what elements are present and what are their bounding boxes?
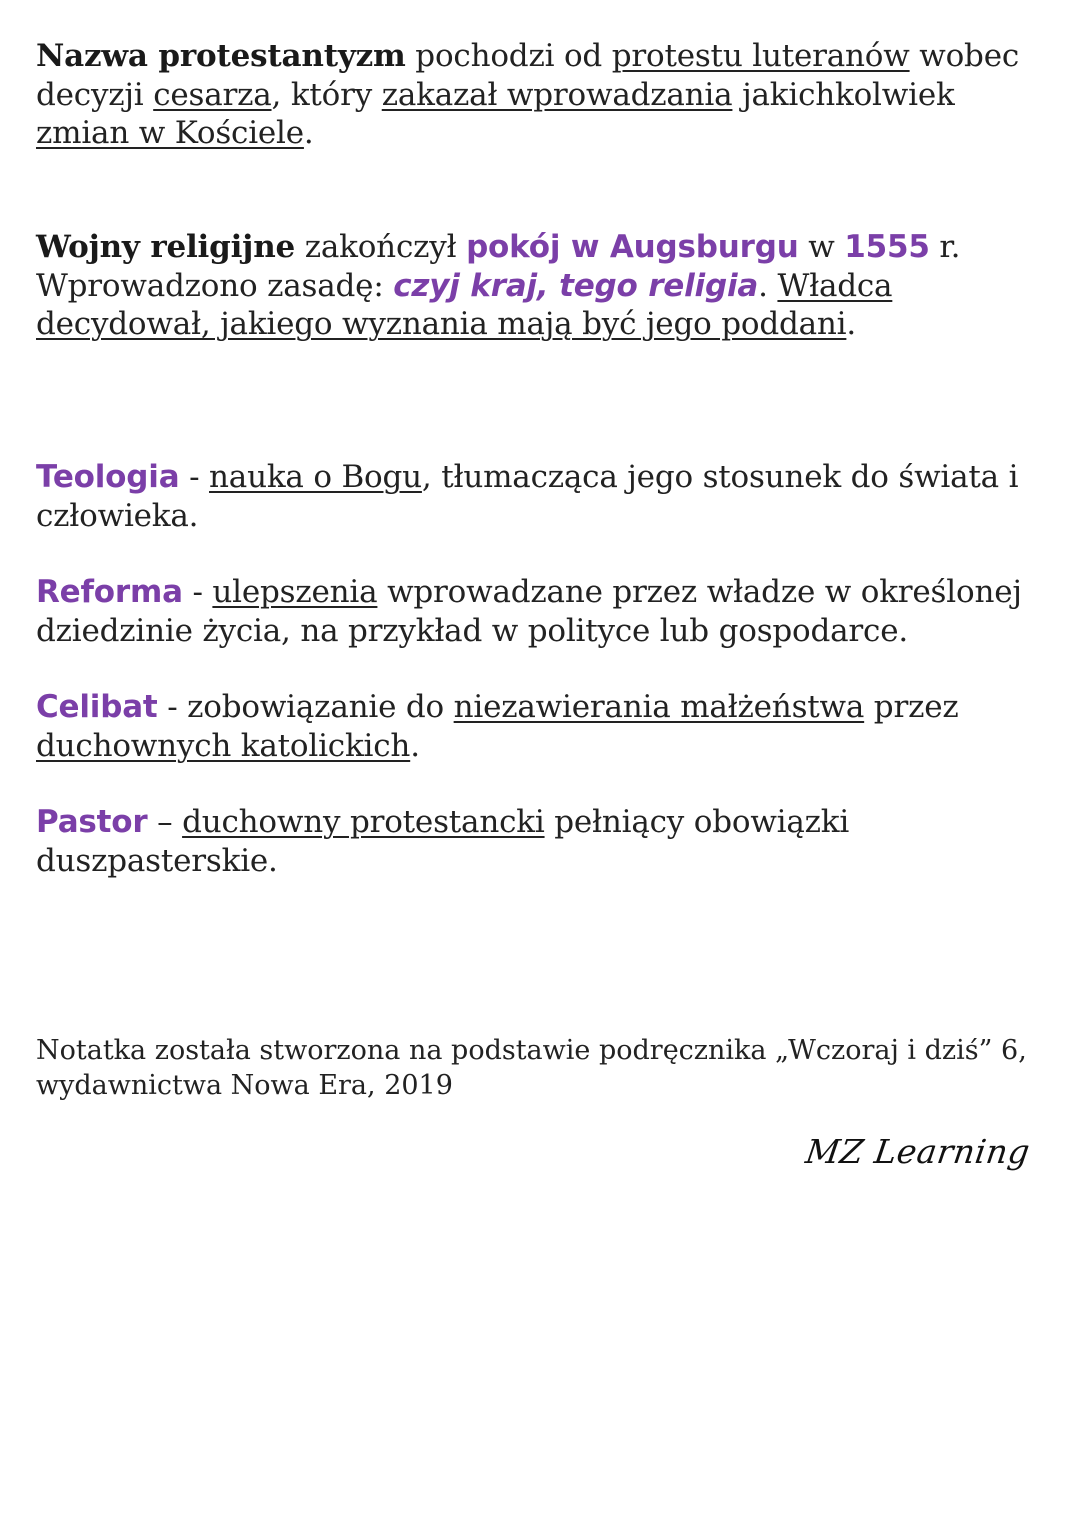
definition-term: Celibat — [36, 689, 158, 725]
definition-theology — [36, 458, 1046, 535]
highlight-year: 1555 — [844, 229, 930, 265]
underlined-phrase: Władca decydował, jakiego wyznania mają być jego poddani — [36, 267, 893, 342]
underlined-phrase: zmian w Kościele — [36, 115, 304, 151]
underlined-phrase: duchownych katolickich — [36, 727, 411, 764]
definition-term: Reforma — [36, 574, 183, 610]
text-span: wobec decyzji — [36, 38, 1019, 113]
definition-term: Teologia — [36, 459, 180, 495]
underlined-phrase: zakazał wprowadzania — [381, 76, 733, 113]
text-span: w — [798, 229, 845, 265]
text-span: zakończył — [295, 229, 467, 265]
term-religious-wars: Wojny religijne — [36, 229, 296, 265]
text-span: - — [179, 459, 210, 495]
paragraph-protestantism — [36, 37, 1046, 153]
text-span: wprowadzane przez władze w określonej dziedzinie życia, na przykład w polityce lub gospodarce. — [36, 574, 1022, 649]
source-note: Notatka została stworzona na podstawie podręcznika „Wczoraj i dziś” 6, wydawnictwa Nowa Era, 2019 — [36, 1035, 1027, 1101]
signature: MZ Learning — [803, 1132, 1033, 1171]
text-span: , który — [271, 76, 382, 113]
definition-reform — [36, 573, 1046, 650]
underlined-phrase: duchowny protestancki — [182, 804, 545, 840]
term-protestantism: Nazwa protestantyzm — [36, 38, 406, 74]
text-span: . — [846, 306, 857, 342]
text-span: r. Wprowadzono zasadę: — [36, 229, 961, 304]
definition-pastor — [36, 803, 1046, 880]
text-span: . — [303, 115, 314, 151]
text-span: . — [410, 727, 420, 764]
definition-term: Pastor — [36, 804, 148, 840]
highlight-peace-augsburg: pokój w Augsburgu — [466, 229, 799, 265]
underlined-phrase: niezawierania małżeństwa — [453, 689, 865, 725]
text-span: - — [182, 574, 213, 610]
underlined-phrase: ulepszenia — [212, 574, 378, 610]
text-span: , tłumacząca jego stosunek do świata i człowieka. — [36, 459, 1019, 534]
underlined-phrase: protestu luteranów — [611, 38, 910, 74]
text-span: – — [147, 804, 183, 840]
highlight-principle: czyj kraj, tego religia — [393, 267, 759, 304]
underlined-phrase: nauka o Bogu — [209, 459, 422, 495]
definition-celibacy — [36, 688, 1046, 765]
text-span: - zobowiązanie do — [157, 689, 454, 725]
text-span: . — [758, 267, 778, 304]
text-span: pochodzi od — [405, 38, 612, 74]
text-span: jakichkolwiek — [732, 76, 955, 113]
text-span: pełniący obowiązki duszpasterskie. — [36, 804, 850, 879]
text-span: przez — [864, 689, 959, 725]
underlined-phrase: cesarza — [153, 76, 272, 113]
paragraph-religious-wars — [36, 228, 1046, 344]
